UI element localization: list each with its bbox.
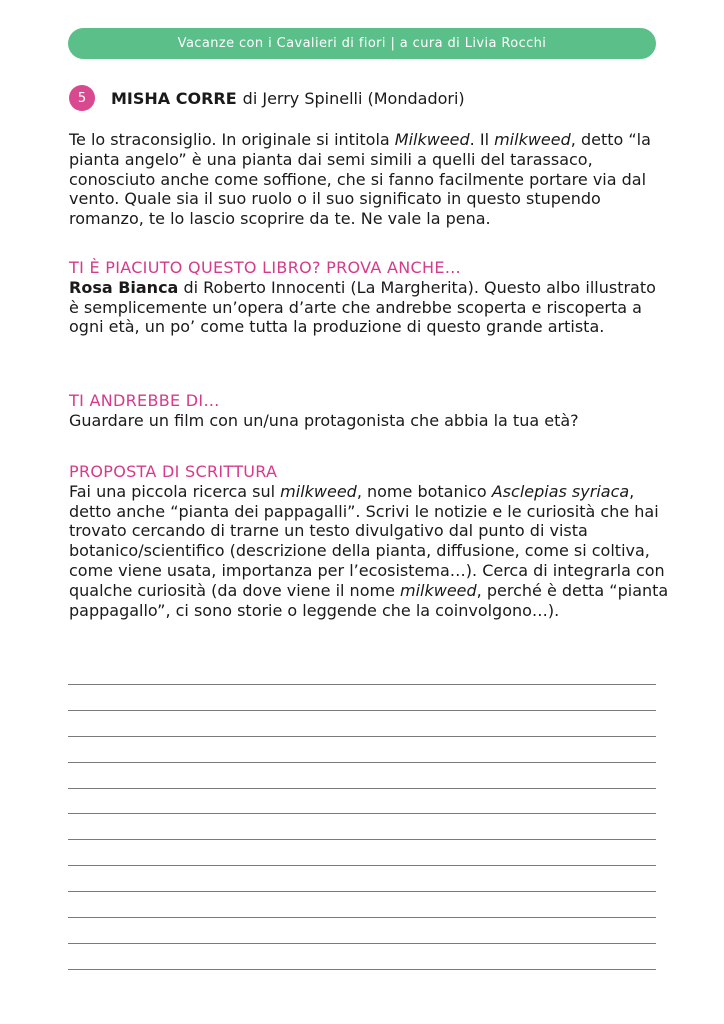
also-heading: TI È PIACIUTO QUESTO LIBRO? PROVA ANCHE… [69,258,462,277]
intro-text-part: , detto “la pianta angelo” è una pianta dai semi simili a quelli del tarassaco, conosciuto anche come soffione, che si fanno facilmente portare via dal vento. Quale sia il suo ruolo o il suo significato in questo stupendo romanzo, te lo lascio scoprire da te. Ne vale la pena. [69,130,651,229]
writing-line [68,865,656,866]
writing-italic-term: milkweed [400,580,477,600]
writing-text-part: Fai una piccola ricerca sul [69,481,281,501]
also-book-title: Rosa Bianca [69,277,179,297]
writing-line [68,813,656,814]
writing-line [68,917,656,918]
writing-line [68,943,656,944]
intro-text-part: Te lo straconsiglio. In originale si intitola [69,130,395,149]
writing-line [68,684,656,685]
writing-line [68,736,656,737]
would-you-heading: TI ANDREBBE DI… [69,391,220,410]
header-title: Vacanze con i Cavalieri di fiori | a cura di Livia Rocchi [177,36,547,51]
would-you-text: Guardare un film con un/una protagonista che abbia la tua età? [69,410,579,430]
book-byline: di Jerry Spinelli (Mondadori) [242,88,465,108]
book-title: MISHA CORRE [111,88,237,108]
header-bar [68,28,656,59]
intro-italic-term: milkweed [494,130,571,149]
writing-section [69,462,669,620]
also-text [69,278,669,337]
writing-italic-botanical: Asclepias syriaca [491,481,630,501]
would-you-section [69,391,669,431]
intro-paragraph [69,130,669,229]
writing-lines-area[interactable] [68,684,656,995]
book-number-badge: 5 [69,85,95,111]
writing-line [68,969,656,970]
intro-italic-title: Milkweed [394,130,470,149]
writing-text-part: , detto anche “pianta dei pappagalli”. Scrivi le notizie e le curiosità che hai trovato cercando di trarne un testo divulgativo dal punto di vista botanico/scientifico (descrizione della pianta, diffusione, come si coltiva, come viene usata, importanza per l’ecosistema…). Cerca di integrarla con qualche curiosità (da dove viene il nome [69,481,665,600]
writing-line [68,710,656,711]
writing-line [68,788,656,789]
intro-text [69,130,669,229]
writing-heading: PROPOSTA DI SCRITTURA [69,462,278,481]
writing-italic-term: milkweed [280,481,357,501]
intro-text-part: . Il [469,130,495,149]
writing-line [68,839,656,840]
writing-line [68,762,656,763]
writing-text-part: , perché è detta “pianta pappagallo”, ci sono storie o leggende che la coinvolgono…). [69,580,669,620]
also-description: di Roberto Innocenti (La Margherita). Questo albo illustrato è semplicemente un’opera d’arte che andrebbe scoperta e riscoperta a ogni età, un po’ come tutta la produzione di questo grande artista. [69,277,656,337]
writing-text [69,482,669,621]
writing-line [68,891,656,892]
writing-text-part: , nome botanico [356,481,492,501]
book-heading [69,85,465,111]
also-section [69,258,669,337]
